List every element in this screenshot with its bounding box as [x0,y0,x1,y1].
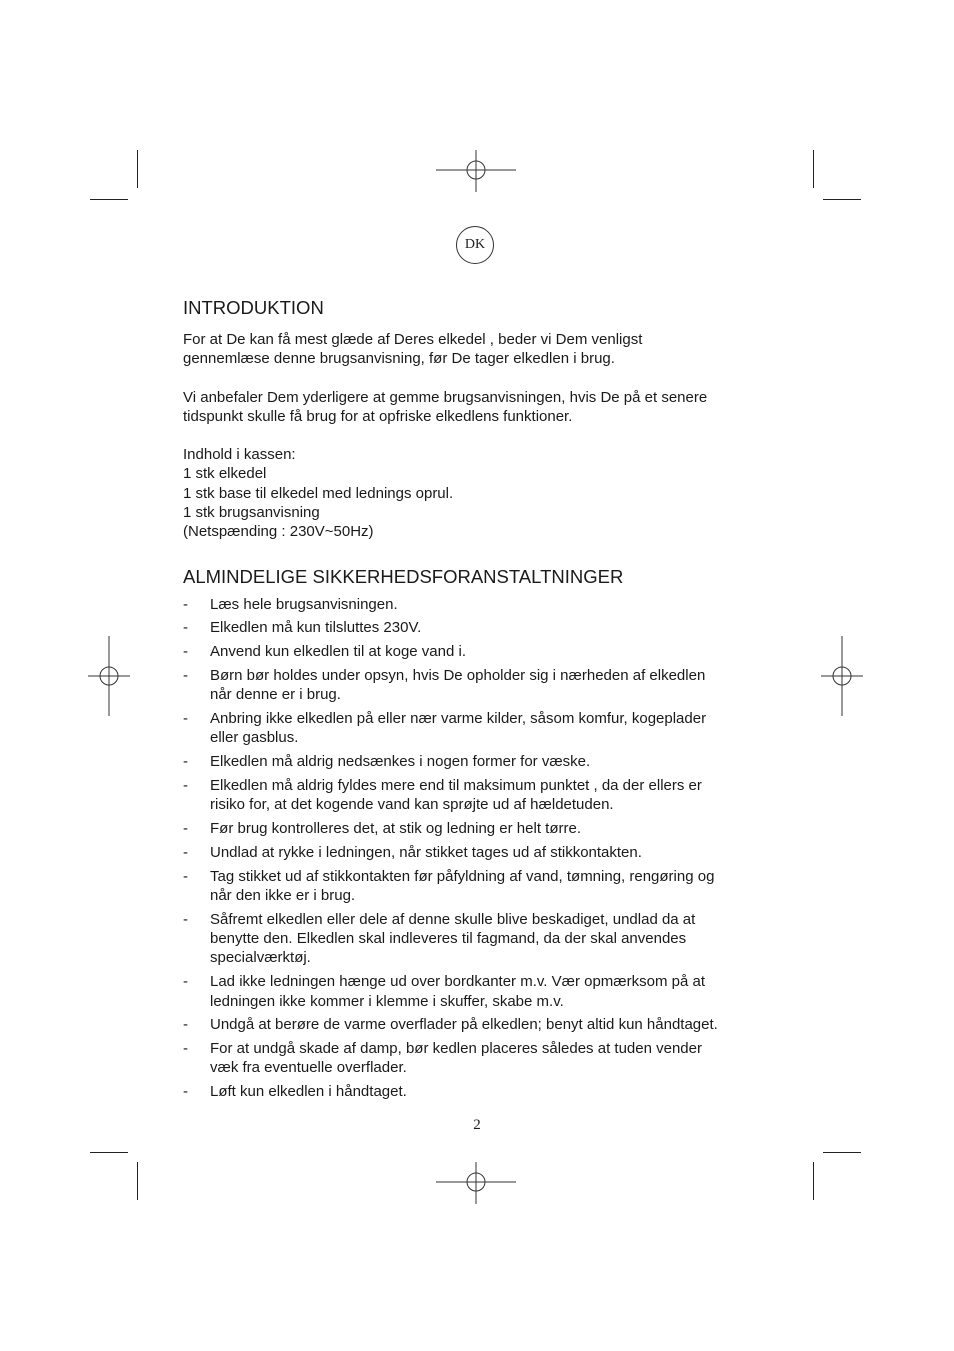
crop-mark [90,1152,128,1153]
registration-mark-icon [821,636,863,716]
text-line: eller gasblus. [210,729,299,747]
crop-mark [813,1162,814,1200]
registration-mark-icon [88,636,130,716]
list-item [183,776,763,815]
list-item [183,752,763,771]
text-line: risiko for, at det kogende vand kan sprøjte ud af hældetuden. [210,796,614,814]
box-contents [183,445,763,541]
list-item [183,618,763,637]
text-line: Elkedlen må aldrig fyldes mere end til maksimum punktet , da der ellers er [210,777,702,795]
text-line: Lad ikke ledningen hænge ud over bordkanter m.v. Vær opmærksom på at [210,973,705,991]
crop-mark [137,1162,138,1200]
document-body [183,296,763,1106]
text-line: Tag stikket ud af stikkontakten før påfyldning af vand, tømning, rengøring og [210,867,715,885]
text-line: Undlad at rykke i ledningen, når stikket tages ud af stikkontakten. [210,843,642,861]
text-line: (Netspænding : 230V~50Hz) [183,523,374,541]
text-line: når denne er i brug. [210,686,341,704]
text-line: gennemlæse denne brugsanvisning, før De tager elkedlen i brug. [183,350,615,368]
text-line: Indhold i kassen: [183,446,296,464]
text-line: Anbring ikke elkedlen på eller nær varme kilder, såsom komfur, kogeplader [210,710,707,728]
list-item [183,642,763,661]
text-line: når den ikke er i brug. [210,887,356,905]
list-item [183,595,763,614]
text-line: For at undgå skade af damp, bør kedlen placeres således at tuden vender [210,1040,702,1058]
bullet-dash: - [183,710,188,728]
page-number: 2 [473,1117,481,1133]
text-line: Løft kun elkedlen i håndtaget. [210,1083,407,1101]
text-line: Børn bør holdes under opsyn, hvis De opholder sig i nærheden af elkedlen [210,667,706,685]
text-line: Såfremt elkedlen eller dele af denne skulle blive beskadiget, undlad da at [210,910,696,928]
text-line: benytte den. Elkedlen skal indleveres til fagmand, da der skal anvendes [210,930,687,948]
bullet-dash: - [183,643,188,661]
bullet-dash: - [183,753,188,771]
text-line: ledningen ikke kommer i klemme i skuffer, skabe m.v. [210,992,564,1010]
bullet-dash: - [183,1083,188,1101]
crop-mark [90,199,128,200]
text-line: For at De kan få mest glæde af Deres elkedel , beder vi Dem venligst [183,331,643,348]
safety-heading: ALMINDELIGE SIKKERHEDSFORANSTALTNINGER [183,565,624,587]
text-line: Anvend kun elkedlen til at koge vand i. [210,643,467,661]
text-line: tidspunkt skulle få brug for at opfriske elkedlens funktioner. [183,407,573,425]
text-line: 1 stk elkedel [183,465,267,483]
list-item [183,867,763,906]
bullet-dash: - [183,867,188,885]
text-line: specialværktøj. [210,949,311,967]
bullet-dash: - [183,667,188,685]
safety-list [183,595,763,1102]
text-line: Elkedlen må aldrig nedsænkes i nogen former for væske. [210,753,591,771]
bullet-dash: - [183,910,188,928]
text-line: væk fra eventuelle overflader. [210,1059,407,1077]
intro-paragraph [183,388,763,427]
bullet-dash: - [183,973,188,991]
list-item [183,843,763,862]
bullet-dash: - [183,595,188,613]
text-line: Elkedlen må kun tilsluttes 230V. [210,619,422,637]
list-item [183,819,763,838]
bullet-dash: - [183,619,188,637]
bullet-dash: - [183,843,188,861]
text-line: Vi anbefaler Dem yderligere at gemme brugsanvisningen, hvis De på et senere [183,388,708,406]
registration-mark-icon [436,150,516,192]
text-line: Læs hele brugsanvisningen. [210,595,398,613]
crop-mark [813,150,814,188]
list-item [183,1015,763,1034]
text-line: 1 stk brugsanvisning [183,504,320,522]
language-badge: DK [456,226,494,264]
registration-mark-icon [436,1162,516,1204]
crop-mark [137,150,138,188]
bullet-dash: - [183,1040,188,1058]
list-item [183,666,763,705]
crop-mark [823,1152,861,1153]
intro-paragraph [183,330,763,369]
list-item [183,709,763,748]
list-item [183,910,763,968]
bullet-dash: - [183,820,188,838]
list-item [183,1082,763,1101]
list-item [183,1039,763,1078]
crop-mark [823,199,861,200]
bullet-dash: - [183,1016,188,1034]
text-line: 1 stk base til elkedel med lednings oprul. [183,484,454,502]
text-line: Undgå at berøre de varme overflader på elkedlen; benyt altid kun håndtaget. [210,1016,718,1034]
intro-heading: INTRODUKTION [183,297,324,318]
list-item [183,972,763,1011]
bullet-dash: - [183,777,188,795]
text-line: Før brug kontrolleres det, at stik og ledning er helt tørre. [210,820,581,838]
